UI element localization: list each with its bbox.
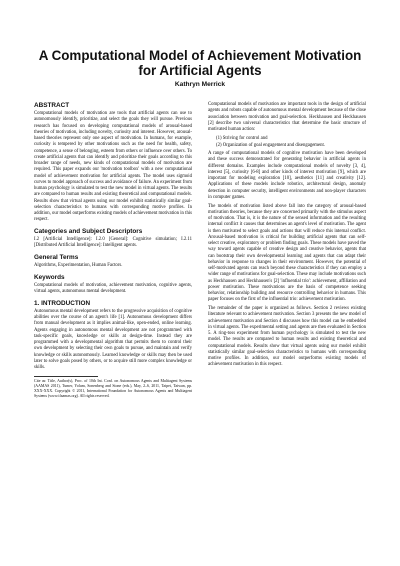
- abstract-heading: ABSTRACT: [34, 102, 70, 109]
- keywords-text: Computational models of motivation, achievement motivation, cognitive agents, virtual agents, autonomous mental development.: [34, 282, 192, 294]
- abstract-text: Computational models of motivation are tools that artificial agents can use to autonomously identify, prioritize, and select the goals they will pursue. Previous research has focused on developing computational models of arousal-based theories of motivation, including novelty, curiosity and interest. However, arousal-based theories represent only one aspect of motivation. In humans, for example, curiosity is tempered by other motivations such as the need for health, safety, competence, a sense of belonging, esteem from others or influence over others. To create artificial agents that can identify and prioritize their goals according to this broader range of needs, new kinds of computational models of motivation are required. This paper expands our 'motivation toolbox' with a new computational model of achievement motivation for artificial agents. The model uses sigmoid curves to model approach of success and avoidance of failure. An experiment from human psychology is simulated to test the new model in virtual agents. The results are compared to human results and existing theoretical and computational models. Results show that virtual agents using our model exhibit statistically similar goal-selection characteristics to humans with corresponding motive profiles. In addition, our model outperforms existing models of achievement motivation in this respect.: [34, 111, 192, 223]
- paper-page: [0, 48, 400, 566]
- footnote-text: Cite as: Title, Author(s), Proc. of 10th Int. Conf. on Autonomous Agents and Multiagent Systems (AAMAS 2011), Tumer, Yolum, Sonenberg and Stone (eds.), May, 2–6, 2011, Taipei, Taiwan, pp. XXX-XXX. Copyright © 2011, International Foundation for Autonomous Agents and Multiagent Systems (www.ifaamas.org). All rights reserved.: [34, 379, 192, 399]
- paper-author: Kathryn Merrick: [174, 81, 226, 88]
- body-columns: [34, 102, 366, 399]
- categories-heading: Categories and Subject Descriptors: [34, 228, 143, 235]
- general-terms-text: Algorithms, Experimentation, Human Factors.: [34, 263, 123, 268]
- characteristics-list: [208, 136, 366, 150]
- paper-title: A Computational Model of Achievement Motivation for Artificial Agents: [38, 48, 362, 78]
- keywords-heading: Keywords: [34, 273, 65, 281]
- general-terms-heading: General Terms: [34, 254, 79, 261]
- list-item: (1) Striving for control and: [216, 135, 268, 141]
- left-column: [34, 102, 192, 399]
- right-paragraph-4: The remainder of the paper is organized as follows. Section 2 reviews existing literature relevant to achievement motivation. Section 3 presents the new model of achievement motivation and Section 4 discusses how this model can be embedded in virtual agents. The experimental setting and agents are then evaluated in Section 5. A ring-toss experiment from human psychology is simulated to test the new model. The results are compared to human results and existing theoretical and computational models. Results show that virtual agents using our model exhibit statistically similar goal-selection characteristics to humans with corresponding motive profiles. In addition, our model outperforms existing models of achievement motivation in this respect.: [208, 306, 366, 368]
- right-column: [208, 102, 366, 399]
- footnote-rule: [34, 376, 98, 377]
- list-item: (2) Organization of goal engagement and disengagement.: [216, 143, 325, 149]
- right-paragraph-2: A range of computational models of cognitive motivation have been developed and these success demonstrated for generating behavior in artificial agents in different domains. Examples include computational models of novelty [3, 4], interest [5], curiosity [6-8] and other kinds of interest motivation [9], which are important for modeling exploration [10], aesthetics [11] and creativity [12]. Applications of these models include robotics, architectural design, anomaly detection in computer security, intelligent environments and non-player characters in computer games.: [208, 151, 366, 200]
- introduction-heading: 1. INTRODUCTION: [34, 299, 91, 307]
- right-paragraph-3: The models of motivation listed above fall into the category of arousal-based motivation theories, because they are concerned primarily with the stimulus aspect of motivation. That is, it is the nature of the sensed information and the resulting internal conflict it causes that determines an agent's level of motivation. The agent is then motivated to select goals and actions that will reduce this internal conflict. Arousal-based motivation is critical for building artificial agents that can self-select creative, exploratory or problem finding goals. These models have paved the way toward agents capable of creative design and creative behavior, agents that can bootstrap their own developmental learning and agents that can adapt their behavior in response to changes in their environment. However, the potential of self-motivated agents can reach beyond these characteristics if they can employ a wider range of motivations for goal-selection. These may include motivations such as Heckhausen and Heckhausen's [2] 'influential trio': achievement, affiliation and power motivation. These motivations are the basis of competence seeking behavior, relationship building and resource controlling behavior in humans. This paper focuses on the first of the influential trio: achievement motivation.: [208, 203, 366, 303]
- categories-text: I.2 [Artificial Intelligence]: I.2.0 [General]: Cognitive simulation; I.2.11 [Distributed Artificial Intelligence]: Intelligent agents.: [34, 237, 192, 249]
- introduction-text: Autonomous mental development refers to the progressive acquisition of cognitive abilities over the course of an agent's life [1]. Autonomous development differs from manual development as it implies animal-like, open-ended, online learning. Agents engaging in autonomous mental development are not programmed with task-specific goals, knowledge or skills at design-time. Instead they are programmed with a developmental algorithm that permits them to control their own development by selecting their own goals to pursue, and maintain and verify knowledge or skills autonomously. Learned knowledge or skills may then be used later to solve goals posed by others, or to acquire still more complex knowledge or skills.: [34, 308, 192, 370]
- right-paragraph-1: Computational models of motivation are important tools in the design of artificial agents and robots capable of autonomous mental development because of the close association between motivation and goal-selection. Heckhausen and Heckhausen [2] describe two universal characteristics that determine the basic structure of motivated human action:: [208, 102, 366, 132]
